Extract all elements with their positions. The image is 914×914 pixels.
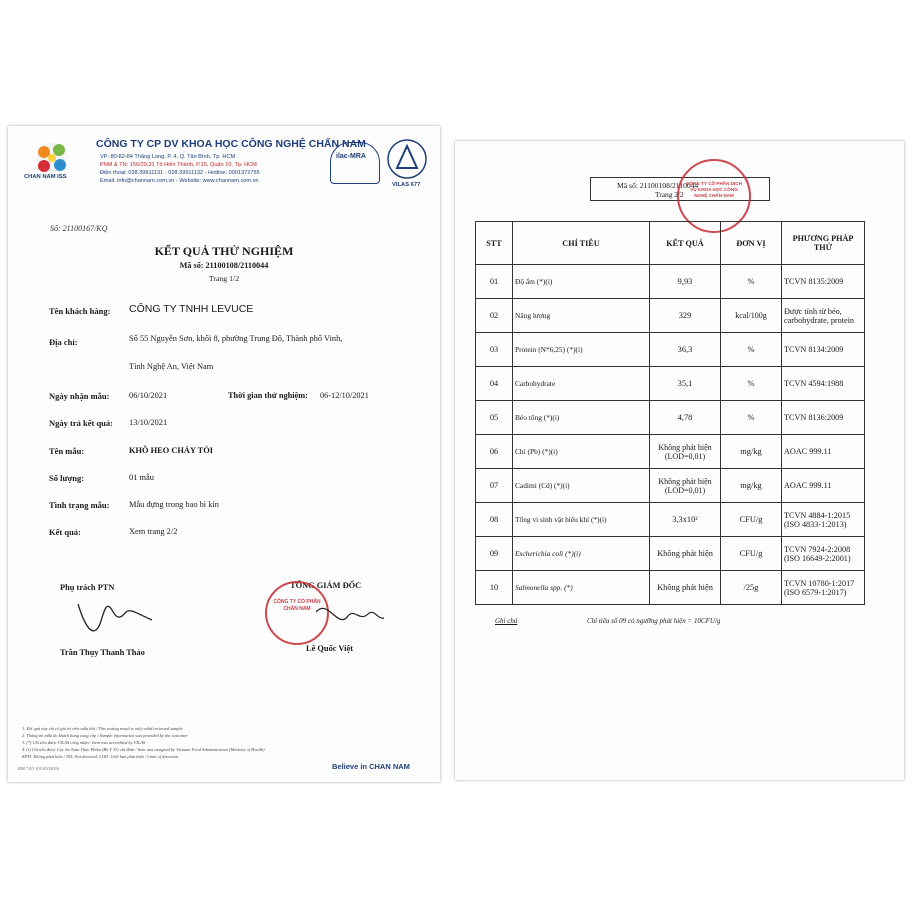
qty-value: 01 mẫu	[129, 473, 154, 482]
result-value: Xem trang 2/2	[129, 527, 178, 536]
cell-indicator: Tổng vi sinh vật hiếu khí (*)(i)	[513, 503, 650, 537]
note-label: Ghi chú	[495, 617, 518, 625]
address-line-2: Tỉnh Nghệ An, Việt Nam	[129, 362, 214, 371]
cell-indicator: Salmonella spp. (*)	[513, 571, 650, 605]
col-unit: ĐƠN VỊ	[721, 222, 782, 265]
cell-unit: %	[721, 333, 782, 367]
cell-indicator: Cadimi (Cd) (*)(i)	[513, 469, 650, 503]
table-header-row	[476, 222, 865, 265]
cell-unit: %	[721, 401, 782, 435]
table-row	[476, 537, 865, 571]
note-text: Chỉ tiêu số 09 có ngưỡng phát hiện = 10CFU/g	[587, 617, 721, 625]
return-value: 13/10/2021	[129, 418, 168, 427]
footnote: KPH: Không phát hiện / ND: Not detected; LOD: Giới hạn phát hiện / Limit of detection.	[22, 754, 180, 759]
company-stamp-icon: CÔNG TY CỔ PHẦN DỊCH VỤ KHOA HỌC CÔNG NGHỆ CHẤN NAM	[677, 159, 751, 233]
address-label: Địa chỉ:	[49, 337, 78, 347]
doc-number: Số: 21100167/KQ	[50, 224, 108, 233]
customer-label: Tên khách hàng:	[49, 306, 111, 316]
cell-method: AOAC 999.11	[782, 435, 865, 469]
cell-result: 35,1	[650, 367, 721, 401]
signature-left-icon	[68, 590, 158, 640]
cell-stt: 06	[476, 435, 513, 469]
header-line: PNM & TN: 156/29,31 Tô Hiến Thành, P.15, Quận 10, Tp. HCM	[100, 162, 257, 168]
table-row	[476, 401, 865, 435]
result-label: Kết quả:	[49, 527, 81, 537]
cell-method: AOAC 999.11	[782, 469, 865, 503]
ma-so: Mã số: 21100108/2110044	[179, 261, 269, 270]
company-name: CÔNG TY CP DV KHOA HỌC CÔNG NGHỆ CHẤN NAM	[96, 138, 366, 150]
ilac-mra-badge: ilac-MRA	[330, 142, 380, 184]
cell-unit: %	[721, 367, 782, 401]
cell-result: 3,3x10²	[650, 503, 721, 537]
col-stt: STT	[476, 222, 513, 265]
table-row	[476, 435, 865, 469]
table-row	[476, 299, 865, 333]
cell-indicator: Béo tổng (*)(i)	[513, 401, 650, 435]
cell-stt: 05	[476, 401, 513, 435]
cell-unit: %	[721, 265, 782, 299]
cell-method: TCVN 4594:1988	[782, 367, 865, 401]
cell-unit: CFU/g	[721, 503, 782, 537]
cell-unit: CFU/g	[721, 537, 782, 571]
cell-method: TCVN 8136:2009	[782, 401, 865, 435]
header-line: Điện thoại: 028.39911131 - 028.39911132 - Hotline: 0901372755	[100, 170, 260, 176]
received-value: 06/10/2021	[129, 391, 168, 400]
cell-indicator: Carbohydrate	[513, 367, 650, 401]
cell-stt: 02	[476, 299, 513, 333]
signature-right-icon	[308, 592, 388, 640]
col-result: KẾT QUẢ	[650, 222, 721, 265]
customer-value: CÔNG TY TNHH LEVUCE	[129, 303, 254, 315]
footnote: 3. (*) Chỉ tiêu được VILAS công nhận / Item was accredited by VILAS	[22, 740, 146, 745]
col-indicator: CHỈ TIÊU	[513, 222, 650, 265]
received-label: Ngày nhận mẫu:	[49, 391, 110, 401]
cell-stt: 09	[476, 537, 513, 571]
cell-result: Không phát hiện (LOD=0,01)	[650, 435, 721, 469]
return-label: Ngày trả kết quả:	[49, 418, 113, 428]
cell-indicator: Chì (Pb) (*)(i)	[513, 435, 650, 469]
sign-right-title: TỔNG GIÁM ĐỐC	[290, 581, 362, 590]
ma-so-2: Mã số: 21100108/2110044	[617, 181, 699, 190]
cell-stt: 08	[476, 503, 513, 537]
slogan: Believe in CHAN NAM	[332, 762, 410, 771]
cell-indicator: Độ ẩm (*)(i)	[513, 265, 650, 299]
cell-result: Không phát hiện	[650, 537, 721, 571]
cell-result: 329	[650, 299, 721, 333]
page-number: Trang 1/2	[208, 274, 240, 283]
footnote: 2. Thông tin mẫu do khách hàng cung cấp / Sample information was provided by the customer	[22, 733, 188, 738]
condition-value: Mẫu đựng trong bao bì kín	[129, 500, 219, 509]
cell-unit: /25g	[721, 571, 782, 605]
cell-result: 4,78	[650, 401, 721, 435]
cell-stt: 07	[476, 469, 513, 503]
test-time-value: 06-12/10/2021	[320, 391, 369, 400]
form-code: BM 7.8/1 (01/03/2019)	[18, 766, 59, 771]
condition-label: Tình trạng mẫu:	[49, 500, 110, 510]
header-line: VP: 80-82-84 Thăng Long, P. 4, Q. Tân Bình, Tp. HCM	[100, 154, 236, 160]
test-time-label: Thời gian thử nghiệm:	[228, 391, 308, 400]
cell-unit: mg/kg	[721, 435, 782, 469]
cell-result: Không phát hiện (LOD=0,01)	[650, 469, 721, 503]
cell-method: TCVN 10780-1:2017 (ISO 6579-1:2017)	[782, 571, 865, 605]
cell-indicator: Escherichia coli (*)(i)	[513, 537, 650, 571]
cell-unit: mg/kg	[721, 469, 782, 503]
cell-stt: 01	[476, 265, 513, 299]
cell-method: TCVN 8134:2009	[782, 333, 865, 367]
qty-label: Số lượng:	[49, 473, 85, 483]
footnote: 4. (i) Chỉ tiêu được Cục An Toàn Thực Phẩm (Bộ Y Tế) chỉ định / Item was assigned by Vietnam Food Administration (Ministry of Health)	[22, 747, 265, 752]
company-stamp-icon: CÔNG TY CỔ PHẦN CHẤN NAM	[265, 581, 329, 645]
table-row	[476, 469, 865, 503]
cell-result: Không phát hiện	[650, 571, 721, 605]
vilas-label: VILAS 677	[392, 182, 421, 188]
sample-value: KHÔ HEO CHÁY TỎI	[129, 446, 213, 455]
report-page-1	[8, 126, 440, 782]
page-number-2: Trang 2/2	[655, 190, 684, 199]
cell-result: 36,3	[650, 333, 721, 367]
logo-text: CHAN NAM ISS	[24, 174, 67, 180]
cell-stt: 04	[476, 367, 513, 401]
cell-method: TCVN 4884-1:2015 (ISO 4833-1:2013)	[782, 503, 865, 537]
cell-indicator: Protein (N*6,25) (*)(i)	[513, 333, 650, 367]
page-title: KẾT QUẢ THỬ NGHIỆM	[154, 244, 294, 258]
report-page-2	[455, 141, 904, 780]
sign-left-title: Phụ trách PTN	[60, 583, 115, 592]
footnote: 1. Kết quả này chỉ có giá trị trên mẫu thử / This testing result is only valid on tested sample	[22, 726, 183, 731]
vilas-logo-icon	[386, 138, 428, 180]
col-method: PHƯƠNG PHÁP THỬ	[782, 222, 865, 265]
sign-left-name: Trần Thụy Thanh Thảo	[60, 648, 145, 657]
table-row	[476, 265, 865, 299]
cell-stt: 10	[476, 571, 513, 605]
cell-method: Được tính từ béo, carbohydrate, protein	[782, 299, 865, 333]
table-row	[476, 571, 865, 605]
cell-unit: kcal/100g	[721, 299, 782, 333]
sample-label: Tên mẫu:	[49, 446, 85, 456]
address-line-1: Số 55 Nguyễn Sơn, khối 8, phường Trung Đô, Thành phố Vinh,	[129, 334, 343, 343]
cell-stt: 03	[476, 333, 513, 367]
cell-method: TCVN 7924-2:2008 (ISO 16649-2:2001)	[782, 537, 865, 571]
cell-result: 9,93	[650, 265, 721, 299]
table-row	[476, 333, 865, 367]
cell-indicator: Năng lượng	[513, 299, 650, 333]
table-row	[476, 503, 865, 537]
cell-method: TCVN 8135:2009	[782, 265, 865, 299]
table-row	[476, 367, 865, 401]
sign-right-name: Lê Quốc Việt	[306, 644, 353, 653]
results-table	[475, 221, 865, 605]
header-line: Email: info@channam.com.vn - Website: www.channam.com.vn	[100, 178, 259, 184]
